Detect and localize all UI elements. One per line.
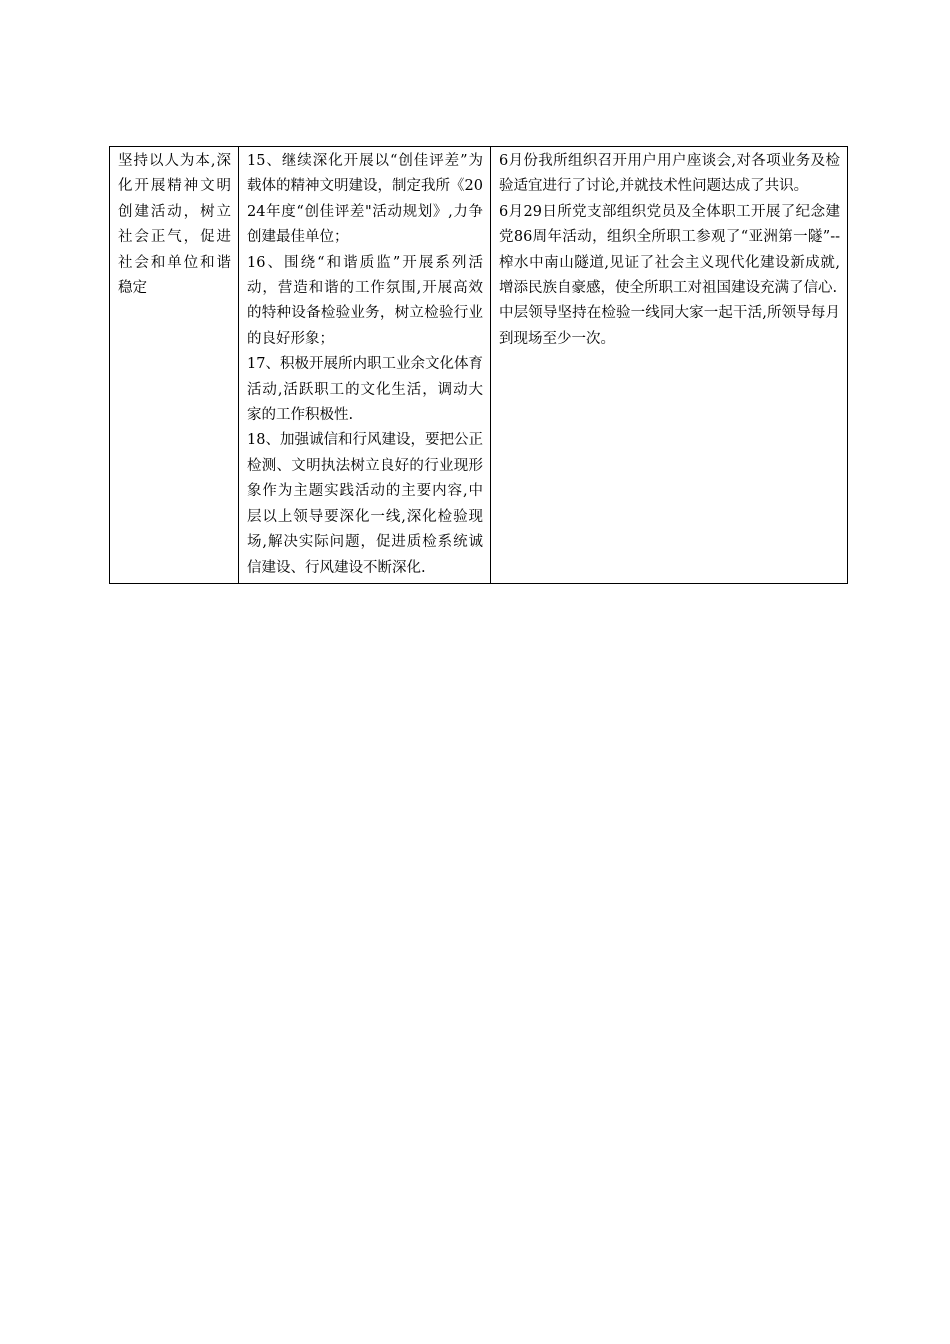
- result-item-forum: 6月份我所组织召开用户用户座谈会,对各项业务及检验适宜进行了讨论,并就技术性问题达成了共识。: [499, 153, 840, 195]
- result-item-party-anniversary: 6月29日所党支部组织党员及全体职工开展了纪念建党86周年活动，组织全所职工参观了“亚洲第一隧”--榨水中南山隧道,见证了社会主义现代化建设新成就,增添民族自豪感，使全所职工对祖国建设充满了信心.: [499, 203, 840, 297]
- measure-item-18: 18、加强诚信和行风建设，要把公正检测、文明执法树立良好的行业现形象作为主题实践活动的主要内容,中层以上领导要深化一线,深化检验现场,解决实际问题，促进质检系统诚信建设、行风建设不断深化.: [247, 432, 483, 576]
- work-plan-table: [109, 146, 848, 584]
- table-row: [110, 147, 848, 584]
- measures-cell: [239, 147, 491, 584]
- goal-cell: [110, 147, 239, 584]
- measure-item-17: 17、积极开展所内职工业余文化体育活动,活跃职工的文化生活，调动大家的工作积极性.: [247, 356, 483, 424]
- measure-item-16: 16、围绕“和谐质监”开展系列活动，营造和谐的工作氛围,开展高效的特种设备检验业务，树立检验行业的良好形象；: [247, 254, 483, 347]
- result-item-leadership: 中层领导坚持在检验一线同大家一起干活,所领导每月到现场至少一次。: [499, 305, 840, 347]
- measure-item-15: 15、继续深化开展以“创佳评差”为载体的精神文明建设，制定我所《2024年度“创佳评差"活动规划》,力争创建最佳单位；: [247, 153, 483, 246]
- goal-text: 坚持以人为本,深化开展精神文明创建活动，树立社会正气，促进社会和单位和谐稳定: [118, 153, 231, 297]
- results-cell: [491, 147, 848, 584]
